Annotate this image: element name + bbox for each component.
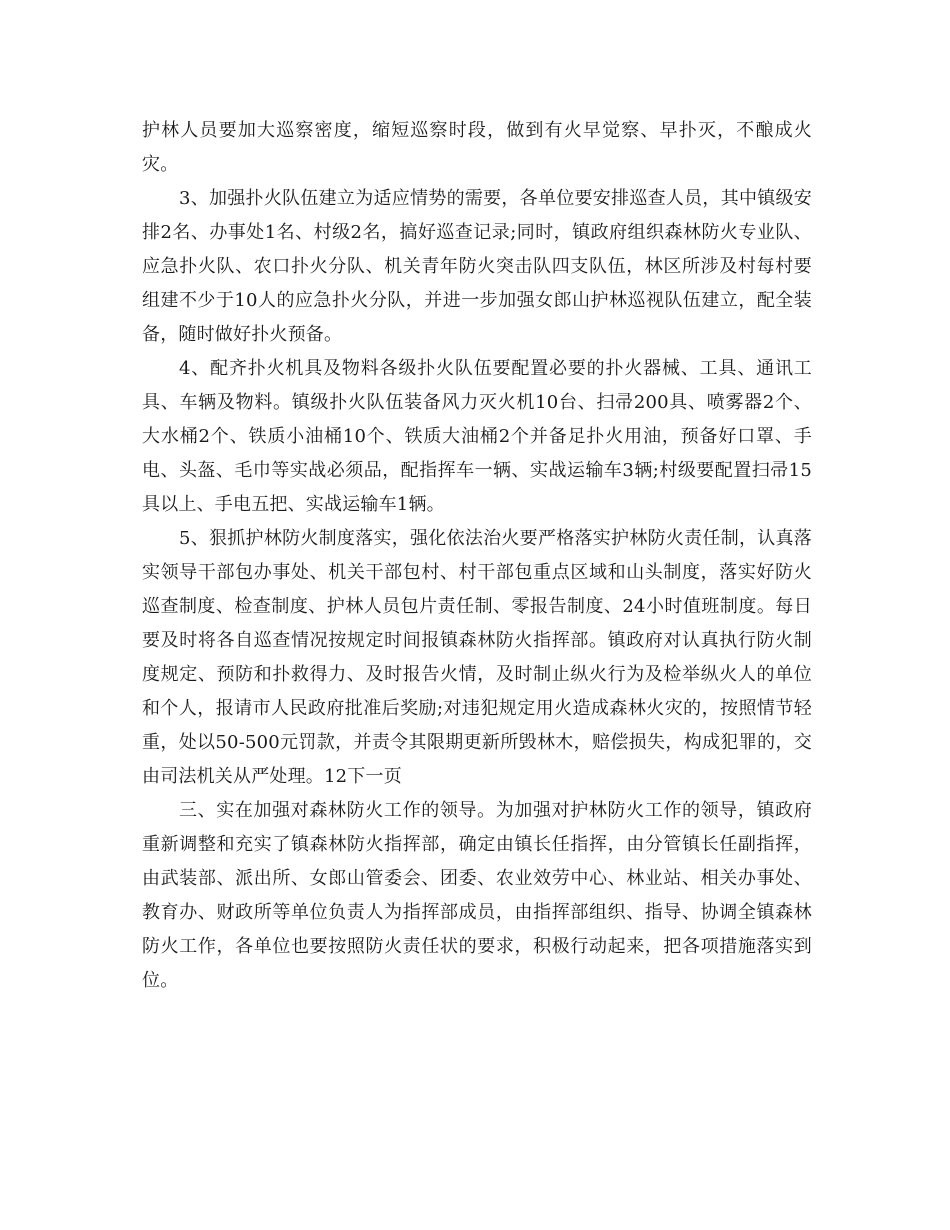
- paragraph-fire-prevention-system: 5、狠抓护林防火制度落实，强化依法治火要严格落实护林防火责任制，认真落实领导干部包办事处、机关干部包村、村干部包重点区域和山头制度，落实好防火巡查制度、检查制度、护林人员包片责任制、零报告制度、24小时值班制度。每日要及时将各自巡查情况按规定时间报镇森林防火指挥部。镇政府对认真执行防火制度规定、预防和扑救得力、及时报告火情，及时制止纵火行为及检举纵火人的单位和个人，报请市人民政府批准后奖励;对违犯规定用火造成森林火灾的，按照情节轻重，处以50-500元罚款，并责令其限期更新所毁林木，赔偿损失，构成犯罪的，交由司法机关从严处理。12下一页: [142, 528, 812, 787]
- paragraph-firefighting-teams: 3、加强扑火队伍建立为适应情势的需要，各单位要安排巡查人员，其中镇级安排2名、办事处1名、村级2名，搞好巡查记录;同时，镇政府组织森林防火专业队、应急扑火队、农口扑火分队、机关青年防火突击队四支队伍，林区所涉及村每村要组建不少于10人的应急扑火分队，并进一步加强女郎山护林巡视队伍建立，配全装备，随时做好扑火预备。: [142, 188, 812, 345]
- document-body: [142, 114, 812, 998]
- paragraph-patrol-continuation: 护林人员要加大巡察密度，缩短巡察时段，做到有火早觉察、早扑灭，不酿成火灾。: [142, 120, 812, 175]
- paragraph-leadership: 三、实在加强对森林防火工作的领导。为加强对护林防火工作的领导，镇政府重新调整和充实了镇森林防火指挥部，确定由镇长任指挥，由分管镇长任副指挥，由武装部、派出所、女郎山管委会、团委、农业效劳中心、林业站、相关办事处、教育办、财政所等单位负责人为指挥部成员，由指挥部组织、指导、协调全镇森林防火工作，各单位也要按照防火责任状的要求，积极行动起来，把各项措施落实到位。: [142, 800, 812, 991]
- paragraph-equipment-supplies: 4、配齐扑火机具及物料各级扑火队伍要配置必要的扑火器械、工具、通讯工具、车辆及物料。镇级扑火队伍装备风力灭火机10台、扫帚200具、喷雾器2个、大水桶2个、铁质小油桶10个、铁质大油桶2个并备足扑火用油，预备好口罩、手电、头盔、毛巾等实战必须品，配指挥车一辆、实战运输车3辆;村级要配置扫帚15具以上、手电五把、实战运输车1辆。: [142, 358, 812, 515]
